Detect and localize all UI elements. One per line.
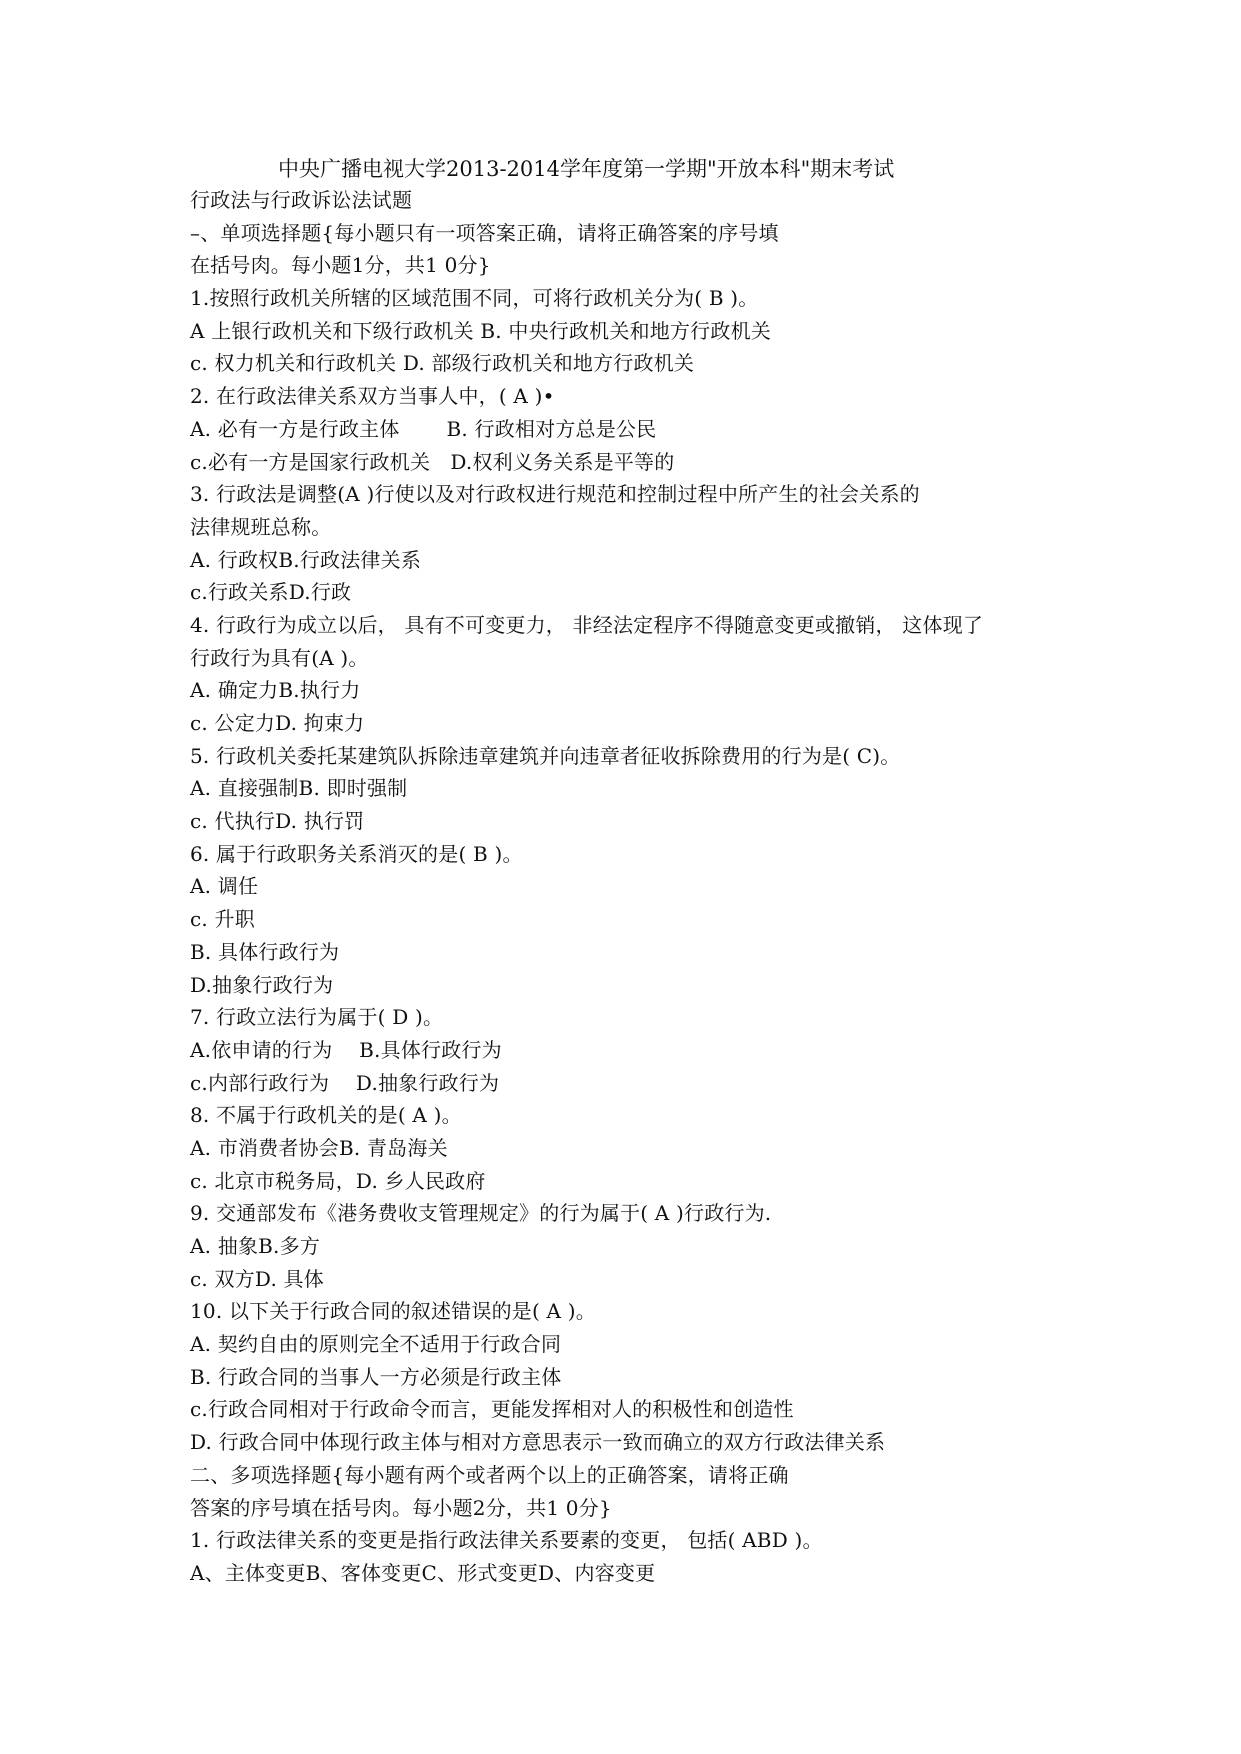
text-line: B. 具体行政行为	[190, 939, 340, 964]
text-line: –、单项选择题{每小题只有一项答案正确，请将正确答案的序号填	[190, 220, 779, 245]
text-line: 答案的序号填在括号肉。每小题2分，共1 0分}	[190, 1495, 612, 1520]
text-line: 5. 行政机关委托某建筑队拆除违章建筑并向违章者征收拆除费用的行为是( C)。	[190, 743, 901, 768]
text-line: c.行政关系D.行政	[190, 580, 352, 605]
text-line: 行政法与行政诉讼法试题	[190, 188, 413, 212]
text-line: A. 调任	[190, 874, 259, 899]
text-line: c.内部行政行为 D.抽象行政行为	[190, 1070, 500, 1095]
text-line: A. 契约自由的原则完全不适用于行政合同	[190, 1332, 562, 1357]
text-line: c. 北京市税务局，D. 乡人民政府	[190, 1168, 486, 1193]
text-line: c. 升职	[190, 907, 255, 932]
text-line: c. 权力机关和行政机关 D. 部级行政机关和地方行政机关	[190, 351, 695, 376]
text-line: A. 确定力B.执行力	[190, 678, 361, 703]
text-line: A. 直接强制B. 即时强制	[190, 776, 408, 801]
text-line: 7. 行政立法行为属于( D )。	[190, 1005, 444, 1030]
text-line: 二、多项选择题{每小题有两个或者两个以上的正确答案，请将正确	[190, 1462, 789, 1487]
text-line: D.抽象行政行为	[190, 972, 334, 997]
text-line: D. 行政合同中体现行政主体与相对方意思表示一致而确立的双方行政法律关系	[190, 1430, 886, 1455]
text-line: 行政行为具有(A )。	[190, 645, 369, 670]
document-body	[190, 184, 1200, 1590]
text-line: 6. 属于行政职务关系消灭的是( B )。	[190, 841, 523, 866]
text-line: 9. 交通部发布《港务费收支管理规定》的行为属于( A )行政行为.	[190, 1201, 772, 1226]
text-line: 在括号肉。每小题1分，共1 0分}	[190, 253, 491, 278]
text-line: A 上银行政机关和下级行政机关 B. 中央行政机关和地方行政机关	[190, 318, 771, 343]
text-line: c.必有一方是国家行政机关 D.权利义务关系是平等的	[190, 449, 675, 474]
text-line: A、主体变更B、客体变更C、形式变更D、内容变更	[190, 1560, 656, 1585]
text-line: 4. 行政行为成立以后， 具有不可变更力， 非经法定程序不得随意变更或撤销， 这体现了	[190, 612, 984, 637]
text-line: 3. 行政法是调整(A )行使以及对行政权进行规范和控制过程中所产生的社会关系的	[190, 482, 920, 507]
text-line: A.依申请的行为 B.具体行政行为	[190, 1037, 502, 1062]
text-line: 1. 行政法律关系的变更是指行政法律关系要素的变更， 包括( ABD )。	[190, 1528, 823, 1553]
text-line: B. 行政合同的当事人一方必须是行政主体	[190, 1364, 562, 1389]
text-line: A. 市消费者协会B. 青岛海关	[190, 1135, 448, 1160]
exam-title: 中央广播电视大学2013-2014学年度第一学期"开放本科"期末考试	[278, 157, 895, 181]
text-line: 法律规班总称。	[190, 514, 332, 539]
text-line: c.行政合同相对于行政命令而言，更能发挥相对人的积极性和创造性	[190, 1397, 794, 1422]
text-line: c. 公定力D. 拘束力	[190, 711, 365, 735]
text-line: A. 抽象B.多方	[190, 1234, 321, 1258]
text-line: 10. 以下关于行政合同的叙述错误的是( A )。	[190, 1299, 596, 1324]
text-line: c. 双方D. 具体	[190, 1266, 324, 1291]
text-line: 2. 在行政法律关系双方当事人中，( A )•	[190, 384, 555, 409]
text-line: 8. 不属于行政机关的是( A )。	[190, 1103, 462, 1128]
text-line: c. 代执行D. 执行罚	[190, 809, 365, 834]
text-line: A. 行政权B.行政法律关系	[190, 547, 422, 572]
text-line: A. 必有一方是行政主体 B. 行政相对方总是公民	[190, 416, 657, 441]
text-line: 1.按照行政机关所辖的区域范围不同，可将行政机关分为( B )。	[190, 286, 759, 311]
